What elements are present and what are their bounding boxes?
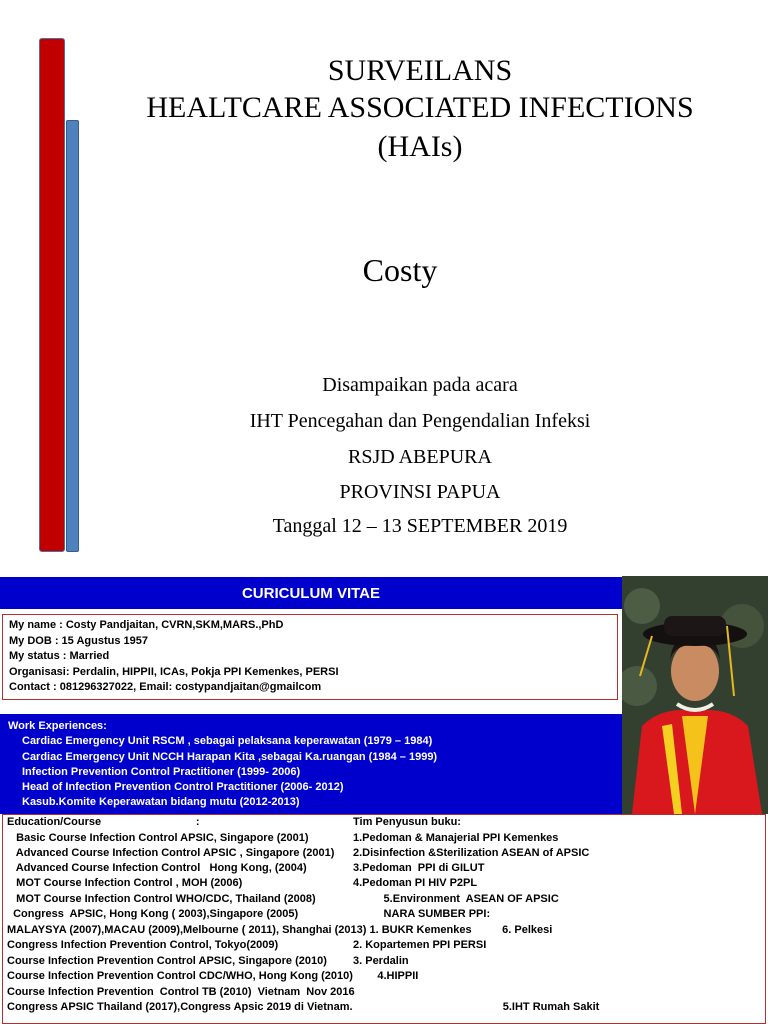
edu-right: 5.Environment ASEAN OF APSIC	[353, 893, 559, 905]
edu-row	[3, 862, 763, 877]
edu-row	[3, 1001, 763, 1016]
edu-row	[3, 877, 763, 892]
edu-right: 2. Kopartemen PPI PERSI	[353, 939, 487, 951]
edu-left: Basic Course Infection Control APSIC, Singapore (2001)	[7, 832, 309, 844]
event-line-1: Disampaikan pada acara	[322, 374, 518, 396]
decorative-red-bar	[39, 38, 65, 552]
edu-row	[3, 986, 763, 1001]
edu-left: Congress APSIC Thailand (2017),Congress Apsic 2019 di Vietnam.	[7, 1001, 353, 1013]
edu-row	[3, 893, 763, 908]
edu-left: Course Infection Prevention Control APSIC, Singapore (2010)	[7, 955, 327, 967]
work-item: Infection Prevention Control Practitioner (1999- 2006)	[22, 765, 301, 778]
edu-row	[3, 832, 763, 847]
work-item: Cardiac Emergency Unit NCCH Harapan Kita ,sebagai Ka.ruangan (1984 – 1999)	[22, 750, 438, 763]
education-box	[2, 814, 766, 1024]
edu-left: MOT Course Infection Control , MOH (2006)	[7, 877, 243, 889]
work-item: Kasub.Komite Keperawatan bidang mutu (2012-2013)	[22, 796, 300, 809]
edu-right: Tim Penyusun buku:	[353, 816, 461, 828]
cv-header: CURICULUM VITAE	[0, 577, 622, 609]
edu-left: MALAYSYA (2007),MACAU (2009),Melbourne ( 2011), Shanghai (2013) 1. BUKR Kemenkes 6. Pelkesi	[7, 924, 553, 936]
edu-left: Course Infection Prevention Control CDC/WHO, Hong Kong (2010) 4.HIPPII	[7, 970, 419, 982]
edu-right: 3. Perdalin	[353, 955, 409, 967]
portrait-photo	[622, 576, 768, 814]
personal-info-box	[2, 614, 618, 700]
edu-left: Congress Infection Prevention Control, Tokyo(2009)	[7, 939, 279, 951]
edu-row	[3, 924, 763, 939]
event-line-4: PROVINSI PAPUA	[339, 481, 501, 503]
edu-left: Education/Course :	[7, 816, 200, 828]
title-line-3: (HAIs)	[377, 130, 463, 163]
edu-right: NARA SUMBER PPI:	[353, 908, 491, 920]
event-line-2: IHT Pencegahan dan Pengendalian Infeksi	[249, 410, 591, 432]
info-name: My name : Costy Pandjaitan, CVRN,SKM,MARS.,PhD	[9, 619, 284, 631]
decorative-blue-bar	[66, 120, 79, 552]
info-contact: Contact : 081296327022, Email: costypandjaitan@gmailcom	[9, 681, 322, 693]
work-item: Head of Infection Prevention Control Practitioner (2006- 2012)	[22, 781, 344, 794]
portrait-illustration	[622, 576, 768, 814]
title-line-1: SURVEILANS	[327, 54, 513, 87]
presenter-name: Costy	[362, 252, 438, 288]
info-dob: My DOB : 15 Agustus 1957	[9, 634, 148, 647]
edu-left: MOT Course Infection Control WHO/CDC, Thailand (2008)	[7, 893, 316, 905]
edu-row	[3, 939, 763, 954]
edu-right: 1.Pedoman & Manajerial PPI Kemenkes	[353, 832, 559, 844]
edu-left: Advanced Course Infection Control Hong Kong, (2004)	[7, 862, 307, 874]
event-line-5: Tanggal 12 – 13 SEPTEMBER 2019	[272, 515, 568, 537]
edu-left: Advanced Course Infection Control APSIC , Singapore (2001)	[7, 847, 335, 859]
edu-right: 2.Disinfection &Sterilization ASEAN of APSIC	[353, 847, 590, 859]
cv-slide	[0, 572, 768, 1024]
work-item: Cardiac Emergency Unit RSCM , sebagai pelaksana keperawatan (1979 – 1984)	[22, 735, 433, 748]
edu-row	[3, 847, 763, 862]
edu-left: Course Infection Prevention Control TB (2010) Vietnam Nov 2016	[7, 986, 355, 998]
edu-row	[3, 908, 763, 923]
edu-row	[3, 970, 763, 985]
edu-row	[3, 816, 763, 831]
edu-row	[3, 955, 763, 970]
info-status: My status : Married	[9, 650, 110, 662]
edu-right: 5.IHT Rumah Sakit	[353, 1001, 600, 1013]
work-experience-box	[0, 714, 622, 814]
info-organisasi: Organisasi: Perdalin, HIPPII, ICAs, Pokja PPI Kemenkes, PERSI	[9, 665, 339, 678]
edu-right: 4.Pedoman PI HIV P2PL	[353, 877, 478, 889]
edu-left: Congress APSIC, Hong Kong ( 2003),Singapore (2005)	[7, 908, 299, 920]
work-title: Work Experiences:	[8, 720, 107, 732]
edu-right: 3.Pedoman PPI di GILUT	[353, 862, 485, 874]
event-line-3: RSJD ABEPURA	[348, 446, 492, 468]
title-line-2: HEALTCARE ASSOCIATED INFECTIONS	[146, 91, 694, 124]
